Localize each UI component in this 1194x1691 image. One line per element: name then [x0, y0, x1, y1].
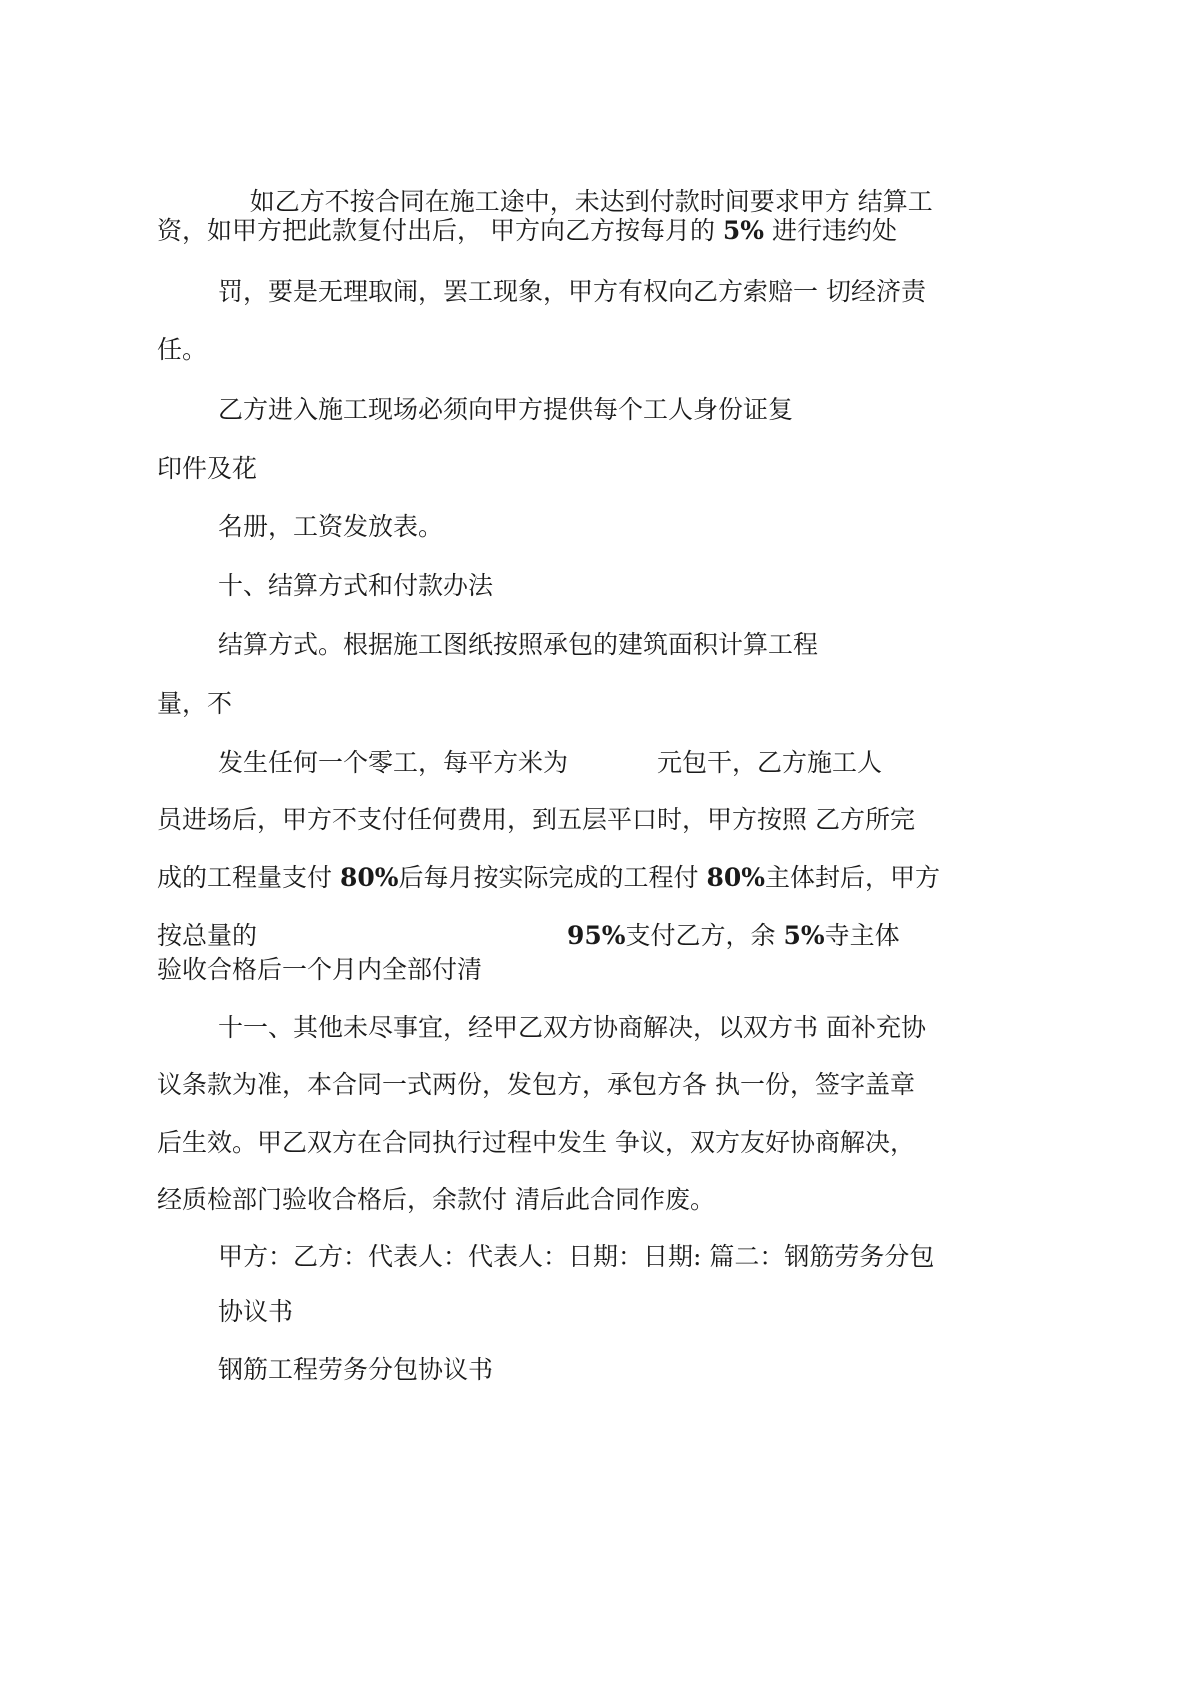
text-segment: 主体封后，甲方	[765, 863, 941, 892]
bold-percentage: 80%	[339, 863, 399, 892]
text-line	[218, 512, 443, 542]
text-segment: 结算方式。根据施工图纸按照承包的建筑面积计算工程	[218, 630, 819, 659]
text-segment: 按总量的	[157, 921, 258, 950]
text-line	[157, 955, 482, 985]
text-segment: 乙方进入施工现场必须向甲方提供每个工人身份证复	[218, 395, 794, 424]
text-line	[218, 395, 793, 425]
text-segment: 十、结算方式和付款办法	[218, 571, 494, 600]
text-line	[157, 216, 897, 246]
text-segment: 印件及花	[157, 454, 258, 483]
text-segment: 后每月按实际完成的工程付	[398, 863, 707, 892]
text-segment: 十一、其他未尽事宜，经甲乙双方协商解决，以双方书 面补充协	[218, 1013, 926, 1042]
text-segment: 如乙方不按合同在施工途中，未达到付款时间要求甲方 结算工	[249, 187, 933, 216]
text-segment: 资，如甲方把此款复付出后， 甲方向乙方按每月的	[157, 216, 723, 245]
text-segment: 任。	[157, 335, 208, 364]
text-line	[218, 630, 818, 660]
text-line	[157, 863, 940, 893]
text-segment-group	[567, 921, 900, 951]
text-line	[218, 1297, 293, 1327]
text-segment: 经质检部门验收合格后，余款付 清后此合同作废。	[157, 1185, 715, 1214]
text-segment: 成的工程量支付	[157, 863, 340, 892]
text-segment: 钢筋工程劳务分包协议书	[218, 1355, 494, 1384]
text-segment: 甲方：乙方：代表人：代表人：日期：日期: 篇二：钢筋劳务分包	[218, 1242, 935, 1271]
bold-percentage: 5%	[722, 216, 765, 245]
text-line	[157, 454, 257, 484]
text-segment: 寺主体	[824, 921, 900, 950]
section-heading	[218, 1013, 926, 1043]
text-line	[157, 921, 900, 951]
text-segment: 验收合格后一个月内全部付清	[157, 955, 483, 984]
text-line	[157, 1185, 715, 1215]
signature-line	[218, 1242, 934, 1272]
text-segment: 支付乙方，余	[625, 921, 784, 950]
text-segment: 元包干，乙方施工人	[657, 748, 883, 777]
text-line	[157, 1070, 915, 1100]
text-segment: 协议书	[218, 1297, 294, 1326]
text-segment: 议条款为准，本合同一式两份，发包方，承包方各 执一份，签字盖章	[157, 1070, 915, 1099]
text-segment: 员进场后，甲方不支付任何费用，到五层平口时，甲方按照 乙方所完	[157, 805, 915, 834]
text-segment: 后生效。甲乙双方在合同执行过程中发生 争议，双方友好协商解决，	[157, 1128, 915, 1157]
bold-percentage: 80%	[706, 863, 765, 892]
text-segment: 进行违约处	[764, 216, 898, 245]
document-title	[218, 1355, 493, 1385]
bold-percentage: 95%	[567, 921, 626, 950]
text-line	[218, 748, 883, 778]
text-segment: 量，不	[157, 689, 233, 718]
text-segment: 罚，要是无理取闹，罢工现象，甲方有权向乙方索赔一 切经济责	[218, 277, 926, 306]
text-line	[157, 689, 232, 719]
bold-percentage: 5%	[783, 921, 825, 950]
text-line	[157, 805, 915, 835]
text-segment: 发生任何一个零工，每平方米为	[218, 748, 569, 777]
section-heading	[218, 571, 493, 601]
text-line	[218, 277, 926, 307]
text-line	[157, 335, 207, 365]
text-line	[157, 1128, 915, 1158]
text-segment: 名册，工资发放表。	[218, 512, 444, 541]
